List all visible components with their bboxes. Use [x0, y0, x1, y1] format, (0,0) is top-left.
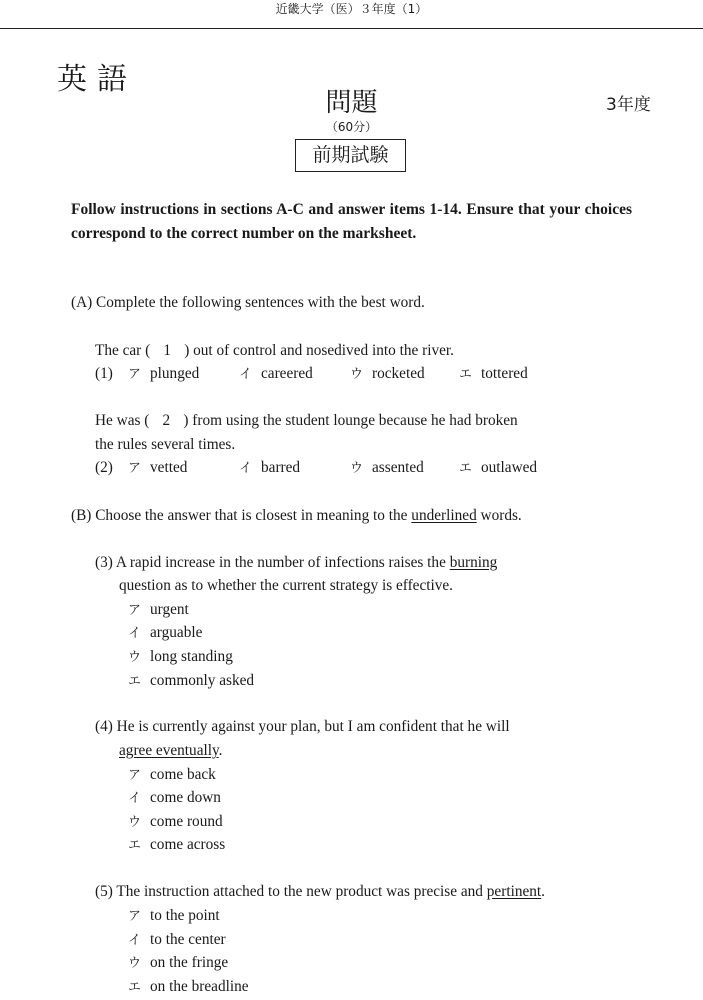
q4-option-a-text: come back [150, 766, 216, 783]
q1-option-d-text: tottered [481, 365, 528, 382]
q3-option-d-text: commonly asked [150, 672, 255, 689]
q3-option-b-text: arguable [150, 624, 203, 641]
q2-option-b-mark: イ [239, 461, 253, 476]
q4-option-a [128, 765, 216, 786]
section-a-heading: (A) Complete the following sentences with the best word. [71, 294, 425, 311]
q5-option-c-text: on the fringe [150, 954, 229, 971]
q2-number: (2) [95, 459, 113, 476]
q3-underlined: burning [449, 554, 498, 571]
q1-option-a [128, 364, 199, 385]
q3-option-d-mark: エ [128, 674, 142, 689]
q1-option-c-mark: ウ [350, 367, 364, 382]
q1-option-d-mark: エ [459, 367, 473, 382]
q4-option-a-mark: ア [128, 768, 142, 783]
question-3-line-1 [95, 553, 497, 573]
question-1-options [95, 364, 655, 384]
subject-title: 英語 [57, 62, 137, 97]
page-title: 問題 [325, 88, 378, 118]
q2-option-b-text: barred [261, 459, 301, 476]
q2-option-d-text: outlawed [481, 459, 538, 476]
q4-option-d-mark: エ [128, 838, 142, 853]
q1-sentence-pre: The car ( [95, 342, 151, 359]
question-2-line-1 [95, 411, 518, 431]
q5-option-b-mark: イ [128, 933, 142, 948]
q4-option-b-text: come down [150, 789, 221, 806]
question-5-line-1 [95, 882, 545, 902]
q1-option-b-mark: イ [239, 367, 253, 382]
q1-option-a-mark: ア [128, 367, 142, 382]
q1-number: (1) [95, 365, 113, 382]
section-b-heading [71, 506, 522, 526]
q4-option-b [128, 788, 221, 809]
q1-option-c [350, 364, 425, 385]
q3-option-c [128, 647, 233, 668]
q2-option-a-mark: ア [128, 461, 142, 476]
q4-underlined: agree eventually [119, 742, 219, 759]
q3-option-b [128, 623, 202, 644]
q1-option-a-text: plunged [150, 365, 200, 382]
q4-option-c-text: come round [150, 813, 223, 830]
q3-option-b-mark: イ [128, 626, 142, 641]
q2-option-a [128, 458, 187, 479]
section-b-heading-post: words. [476, 507, 522, 524]
q2-line1-pre: He was ( [95, 412, 150, 429]
running-header: 近畿大学（医）３年度（1） [275, 2, 428, 16]
q5-underlined: pertinent [486, 883, 542, 900]
section-b-heading-pre: (B) Choose the answer that is closest in meaning to the [71, 507, 412, 524]
q1-option-b-text: careered [261, 365, 313, 382]
q2-option-b [239, 458, 300, 479]
question-3-line-2: question as to whether the current strategy is effective. [119, 577, 454, 594]
q3-option-d [128, 671, 254, 692]
q3-option-a-text: urgent [150, 601, 189, 618]
section-b-heading-underlined: underlined [411, 507, 477, 524]
q2-line1-post: ) from using the student lounge because he had broken [183, 412, 518, 429]
q1-option-d [459, 364, 528, 385]
q5-line1-pre: (5) The instruction attached to the new product was precise and [95, 883, 487, 900]
q2-option-d [459, 458, 537, 479]
q5-option-b [128, 930, 226, 951]
q5-option-a-mark: ア [128, 909, 142, 924]
q1-option-c-text: rocketed [372, 365, 425, 382]
q3-option-a [128, 600, 189, 621]
q4-line2-post: . [218, 742, 223, 759]
exam-year: 3年度 [606, 95, 651, 115]
question-1-sentence [95, 341, 454, 361]
q3-line1-pre: (3) A rapid increase in the number of infections raises the [95, 554, 450, 571]
question-2-options [95, 458, 655, 478]
instructions: Follow instructions in sections A-C and answer items 1-14. Ensure that your choices correspond to the correct number on the marksheet. [71, 201, 632, 242]
q4-option-d [128, 835, 225, 856]
q5-option-c-mark: ウ [128, 956, 142, 971]
question-4-line-2 [119, 741, 222, 761]
q5-option-d-mark: エ [128, 980, 142, 995]
q1-option-b [239, 364, 313, 385]
q2-blank: 2 [162, 412, 171, 429]
exam-duration: （60分） [325, 120, 378, 134]
q4-option-c-mark: ウ [128, 815, 142, 830]
q2-option-a-text: vetted [150, 459, 188, 476]
q4-option-b-mark: イ [128, 791, 142, 806]
q3-option-c-text: long standing [150, 648, 233, 665]
q5-option-b-text: to the center [150, 931, 226, 948]
q5-option-d [128, 977, 249, 998]
q4-option-c [128, 812, 223, 833]
header-rule [0, 28, 703, 29]
question-2-line-2: the rules several times. [95, 436, 236, 453]
q3-option-a-mark: ア [128, 603, 142, 618]
q3-option-c-mark: ウ [128, 650, 142, 665]
exam-type-box: 前期試験 [295, 139, 406, 172]
q5-line1-post: . [541, 883, 545, 900]
q5-option-c [128, 953, 228, 974]
q5-option-d-text: on the breadline [150, 978, 249, 995]
q5-option-a-text: to the point [150, 907, 220, 924]
q1-sentence-post: ) out of control and nosedived into the river. [184, 342, 454, 359]
q2-option-c-mark: ウ [350, 461, 364, 476]
q4-option-d-text: come across [150, 836, 226, 853]
q2-option-c-text: assented [372, 459, 424, 476]
q5-option-a [128, 906, 220, 927]
q1-blank: 1 [163, 342, 172, 359]
question-4-line-1: (4) He is currently against your plan, but I am confident that he will [95, 718, 510, 735]
q2-option-c [350, 458, 424, 479]
q2-option-d-mark: エ [459, 461, 473, 476]
